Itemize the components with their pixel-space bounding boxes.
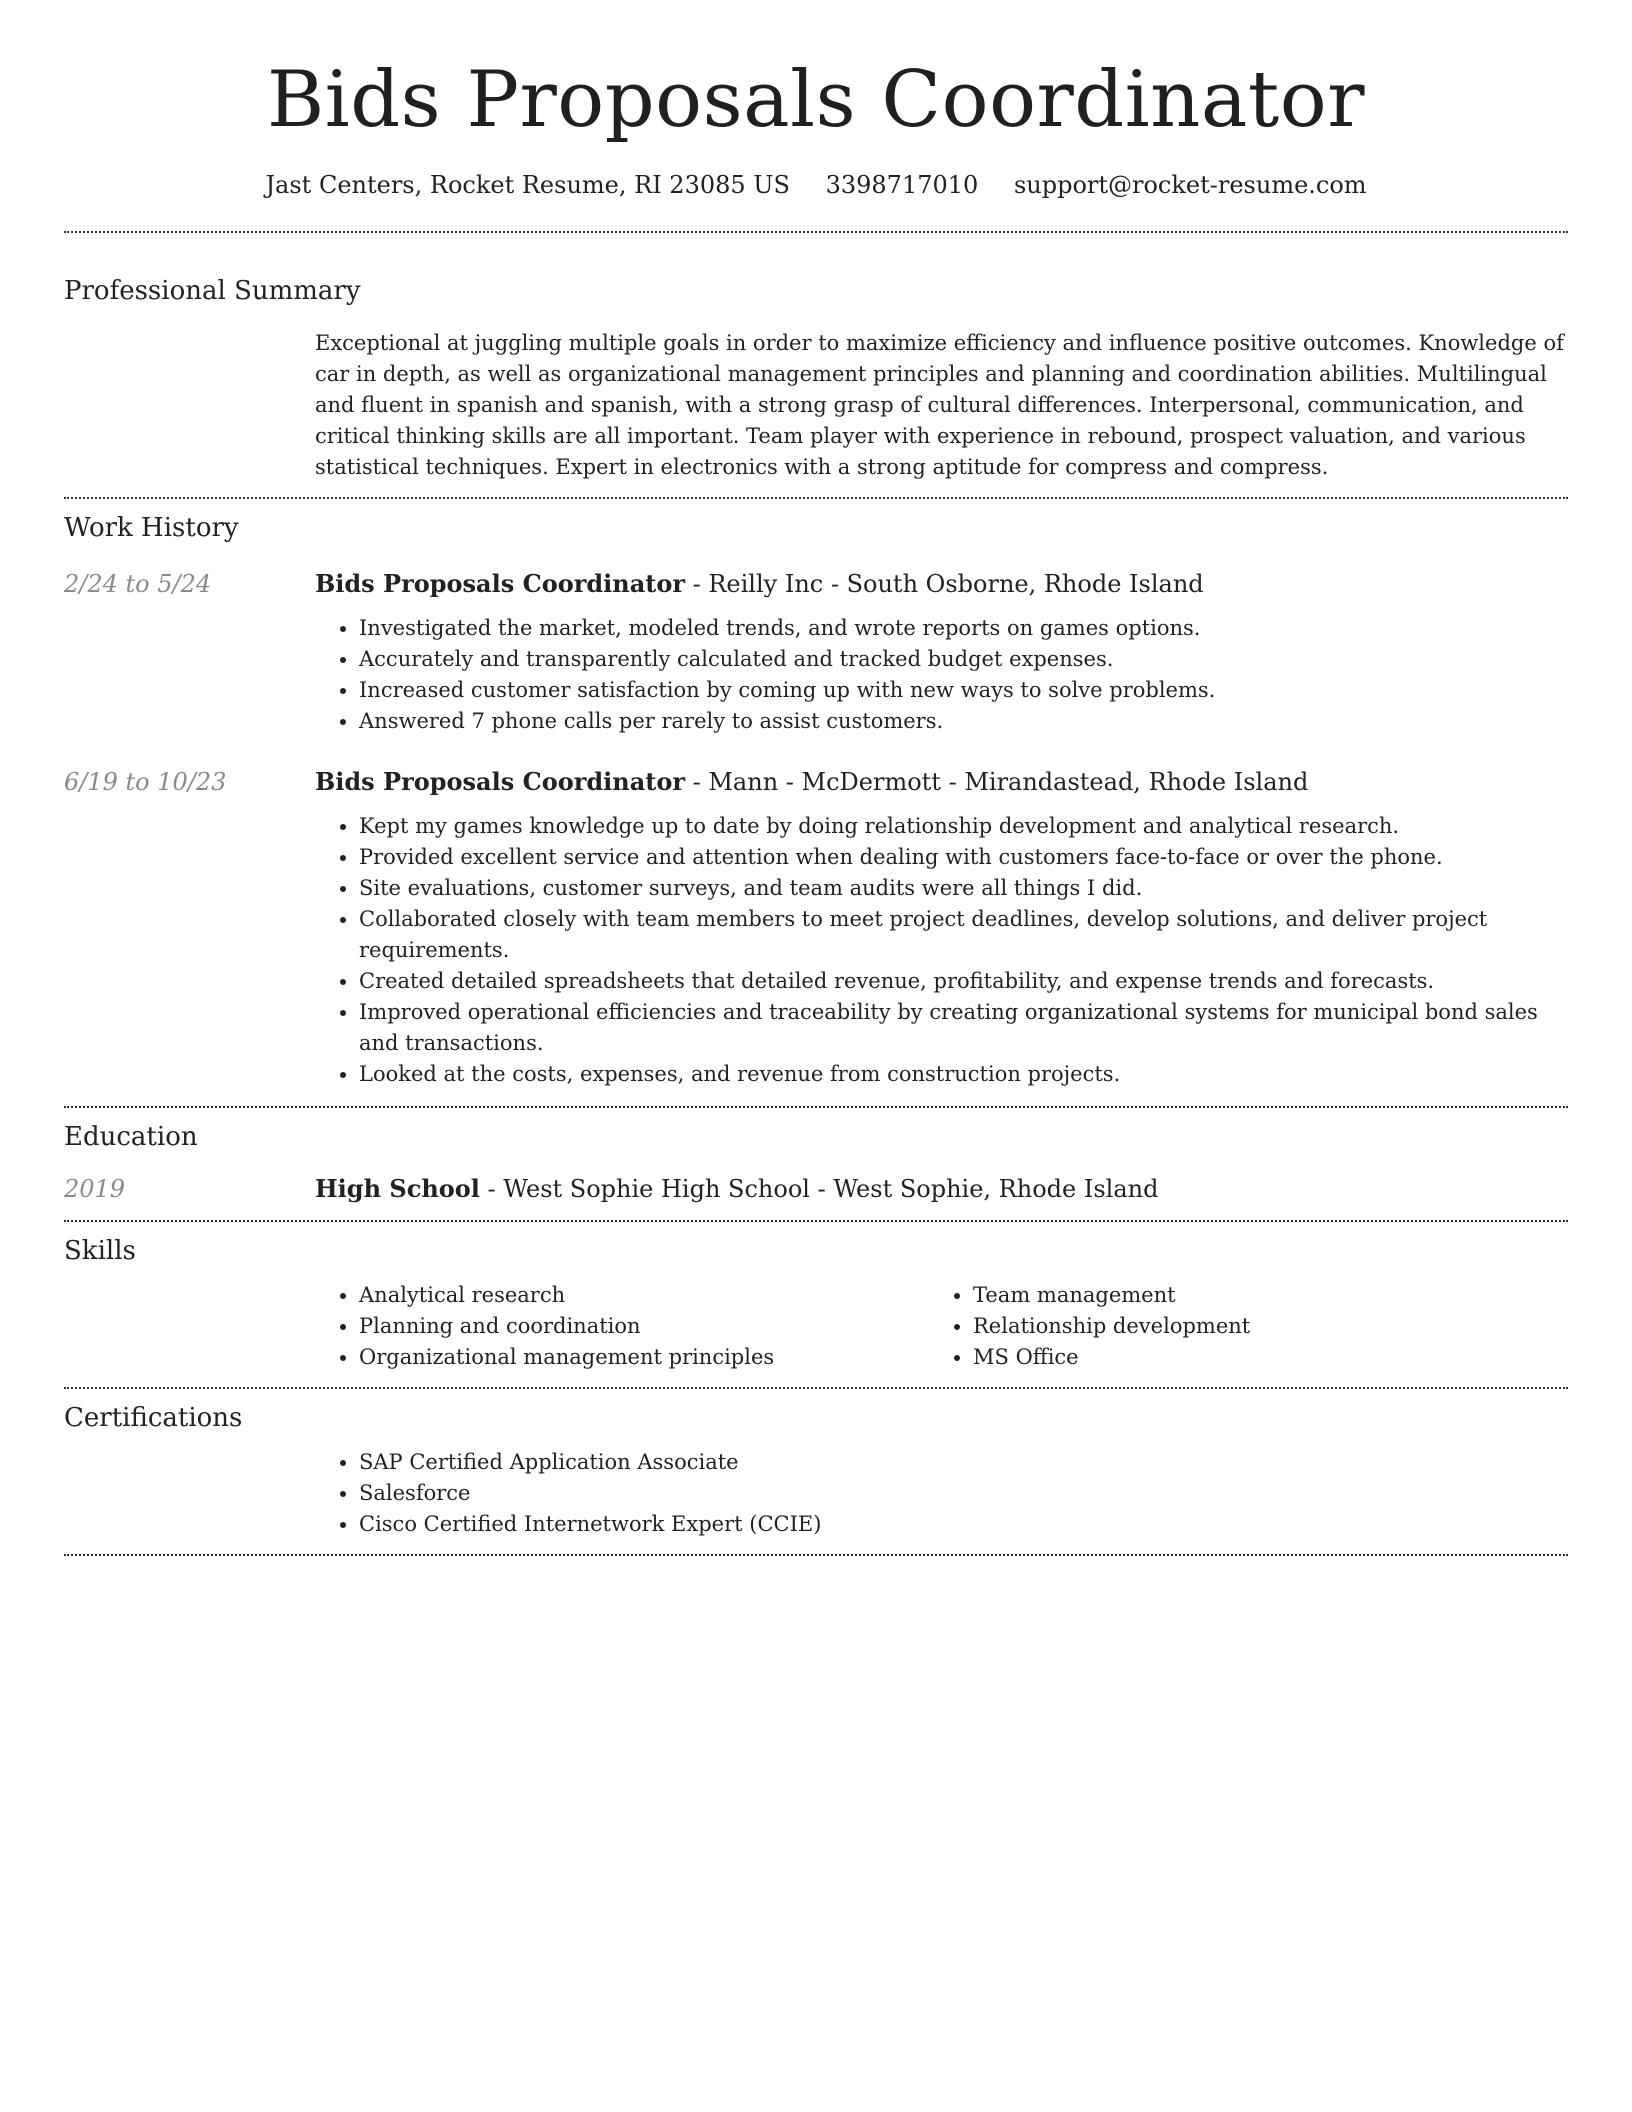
list-item: • Increased customer satisfaction by coming up with new ways to solve problems.	[359, 675, 1568, 706]
list-item: • Collaborated closely with team members to meet project deadlines, develop solutions, and deliver project requirements.	[359, 904, 1568, 966]
candidate-name: Bids Proposals Coordinator	[266, 55, 1366, 145]
list-item: • Analytical research	[359, 1280, 929, 1311]
section-title-summary: Professional Summary	[64, 276, 361, 306]
resume-header	[64, 0, 1568, 202]
skills-section	[64, 1222, 1568, 1373]
job-body	[315, 765, 1568, 1090]
list-item: • Accurately and transparently calculated and tracked budget expenses.	[359, 644, 1568, 675]
list-item: • Provided excellent service and attention when dealing with customers face-to-face or over the phone.	[359, 842, 1568, 873]
education-section	[64, 1108, 1568, 1220]
certifications-list	[315, 1447, 1568, 1540]
education-degree: High School	[315, 1174, 480, 1203]
job-bullets	[315, 811, 1568, 1090]
education-body	[315, 1172, 1568, 1206]
job-details: - Mann - McDermott - Mirandastead, Rhode Island	[684, 768, 1309, 796]
list-item: • Planning and coordination	[359, 1311, 929, 1342]
list-item: • Kept my games knowledge up to date by doing relationship development and analytical research.	[359, 811, 1568, 842]
spacer	[64, 1090, 1568, 1106]
list-item: • Relationship development	[973, 1311, 1543, 1342]
job-body	[315, 567, 1568, 737]
list-item: • Site evaluations, customer surveys, and team audits were all things I did.	[359, 873, 1568, 904]
contact-email: support@rocket-resume.com	[1013, 171, 1367, 199]
work-history-section	[64, 499, 1568, 1106]
section-title-skills: Skills	[64, 1236, 136, 1266]
job-dates: 6/19 to 10/23	[64, 768, 227, 796]
certifications-section	[64, 1389, 1568, 1540]
list-item: • Organizational management principles	[359, 1342, 929, 1373]
list-item: • Investigated the market, modeled trends, and wrote reports on games options.	[359, 613, 1568, 644]
skills-list-right	[929, 1280, 1543, 1373]
list-item: • Created detailed spreadsheets that detailed revenue, profitability, and expense trends and forecasts.	[359, 966, 1568, 997]
summary-section	[64, 233, 1568, 483]
list-item: • MS Office	[973, 1342, 1543, 1373]
job-heading	[315, 567, 1568, 601]
job-entry	[64, 567, 1568, 737]
job-bullets	[315, 613, 1568, 737]
job-heading	[315, 765, 1568, 799]
contact-address: Jast Centers, Rocket Resume, RI 23085 US	[265, 171, 790, 199]
list-item: • SAP Certified Application Associate	[359, 1447, 1568, 1478]
summary-text: Exceptional at juggling multiple goals in order to maximize efficiency and influence positive outcomes. Knowledge of car in depth, as well as organizational management principles and planning and coordination abilities. Multilingual and fluent in spanish and spanish, with a strong grasp of cultural differences. Interpersonal, communication, and critical thinking skills are all important. Team player with experience in rebound, prospect valuation, and various statistical techniques. Expert in electronics with a strong aptitude for compress and compress.	[315, 331, 1564, 479]
job-title: Bids Proposals Coordinator	[315, 569, 685, 598]
skills-columns	[315, 1280, 1568, 1373]
section-divider	[64, 1554, 1568, 1556]
list-item: • Team management	[973, 1280, 1543, 1311]
list-item: • Salesforce	[359, 1478, 1568, 1509]
contact-phone: 3398717010	[825, 171, 979, 199]
skills-list-left	[315, 1280, 929, 1373]
list-item: • Looked at the costs, expenses, and revenue from construction projects.	[359, 1059, 1568, 1090]
job-dates: 2/24 to 5/24	[64, 570, 212, 598]
job-entry	[64, 765, 1568, 1090]
education-entry	[64, 1172, 1568, 1220]
section-title-certifications: Certifications	[64, 1403, 243, 1433]
section-title-work-history: Work History	[64, 513, 239, 543]
education-heading	[315, 1172, 1568, 1206]
section-title-education: Education	[64, 1122, 198, 1152]
education-year: 2019	[64, 1175, 126, 1203]
job-title: Bids Proposals Coordinator	[315, 767, 685, 796]
education-details: - West Sophie High School - West Sophie, Rhode Island	[479, 1175, 1159, 1203]
list-item: • Answered 7 phone calls per rarely to assist customers.	[359, 706, 1568, 737]
job-details: - Reilly Inc - South Osborne, Rhode Island	[684, 570, 1204, 598]
contact-info	[64, 168, 1568, 202]
list-item: • Improved operational efficiencies and traceability by creating organizational systems for municipal bond sales and transactions.	[359, 997, 1568, 1059]
list-item: • Cisco Certified Internetwork Expert (CCIE)	[359, 1509, 1568, 1540]
